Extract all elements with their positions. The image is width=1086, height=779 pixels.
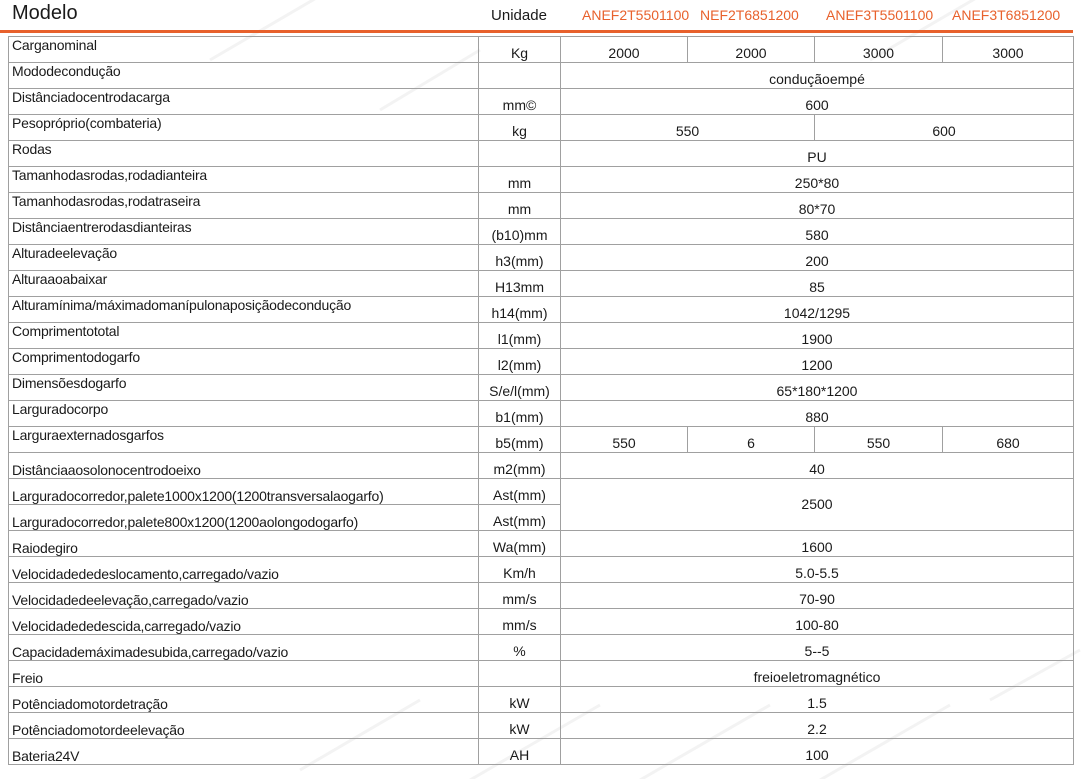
spec-unit — [479, 661, 561, 687]
spec-unit: h14(mm) — [479, 297, 561, 323]
table-row — [9, 739, 1074, 765]
spec-value: PU — [561, 141, 1074, 167]
spec-label: Larguradocorredor,palete1000x1200(1200transversalaogarfo) — [9, 479, 479, 505]
spec-label: Velocidadedeelevação,carregado/vazio — [9, 583, 479, 609]
table-row — [9, 219, 1074, 245]
spec-value: 600 — [561, 89, 1074, 115]
table-row — [9, 323, 1074, 349]
spec-unit: H13mm — [479, 271, 561, 297]
spec-unit: Wa(mm) — [479, 531, 561, 557]
table-row — [9, 557, 1074, 583]
spec-value: 2500 — [561, 479, 1074, 531]
spec-value: 600 — [815, 115, 1074, 141]
table-row — [9, 661, 1074, 687]
spec-label: Larguradocorredor,palete800x1200(1200aolongodogarfo) — [9, 505, 479, 531]
table-row — [9, 141, 1074, 167]
spec-value: 550 — [561, 427, 688, 453]
spec-unit: kW — [479, 713, 561, 739]
spec-value: 70-90 — [561, 583, 1074, 609]
table-row — [9, 63, 1074, 89]
spec-unit: l1(mm) — [479, 323, 561, 349]
spec-unit: mm© — [479, 89, 561, 115]
spec-value: 200 — [561, 245, 1074, 271]
spec-value: 2000 — [688, 37, 815, 63]
spec-value: 880 — [561, 401, 1074, 427]
table-row — [9, 401, 1074, 427]
table-row — [9, 349, 1074, 375]
spec-label: Alturadeelevação — [9, 245, 479, 271]
spec-value: 5.0-5.5 — [561, 557, 1074, 583]
spec-unit: % — [479, 635, 561, 661]
spec-unit: (b10)mm — [479, 219, 561, 245]
spec-label: Freio — [9, 661, 479, 687]
table-row — [9, 37, 1074, 63]
spec-value: 100-80 — [561, 609, 1074, 635]
spec-label: Distânciadocentrodacarga — [9, 89, 479, 115]
product-name: ANEF3T6851200 — [952, 7, 1061, 23]
spec-label: Tamanhodasrodas,rodadianteira — [9, 167, 479, 193]
spec-label: Alturaaoabaixar — [9, 271, 479, 297]
spec-label: Distânciaaosolonocentrodoeixo — [9, 453, 479, 479]
spec-label: Potênciadomotordetração — [9, 687, 479, 713]
spec-label: Bateria24V — [9, 739, 479, 765]
spec-value: 1600 — [561, 531, 1074, 557]
spec-label: Distânciaentrerodasdianteiras — [9, 219, 479, 245]
spec-value: 550 — [815, 427, 943, 453]
spec-unit: h3(mm) — [479, 245, 561, 271]
unit-heading: Unidade — [491, 7, 547, 24]
spec-label: Carganominal — [9, 37, 479, 63]
spec-unit: Ast(mm) — [479, 505, 561, 531]
spec-value: 680 — [943, 427, 1074, 453]
spec-label: Velocidadededescida,carregado/vazio — [9, 609, 479, 635]
spec-unit — [479, 63, 561, 89]
table-row — [9, 479, 1074, 505]
spec-value: 1900 — [561, 323, 1074, 349]
spec-value: 580 — [561, 219, 1074, 245]
spec-table — [8, 36, 1074, 765]
table-row — [9, 89, 1074, 115]
spec-label: Potênciadomotordeelevação — [9, 713, 479, 739]
table-row — [9, 635, 1074, 661]
table-row — [9, 167, 1074, 193]
spec-unit: l2(mm) — [479, 349, 561, 375]
spec-value: 3000 — [943, 37, 1074, 63]
spec-value: 550 — [561, 115, 815, 141]
spec-value: 65*180*1200 — [561, 375, 1074, 401]
table-row — [9, 609, 1074, 635]
spec-value: 1.5 — [561, 687, 1074, 713]
model-heading: Modelo — [12, 2, 78, 24]
table-row — [9, 297, 1074, 323]
spec-unit — [479, 141, 561, 167]
spec-value: 100 — [561, 739, 1074, 765]
spec-unit: Km/h — [479, 557, 561, 583]
spec-unit: S/e/l(mm) — [479, 375, 561, 401]
header-accent-rule — [0, 30, 1073, 33]
spec-header — [0, 0, 1086, 30]
spec-value: 250*80 — [561, 167, 1074, 193]
spec-label: Larguradocorpo — [9, 401, 479, 427]
product-name: ANEF3T5501100 — [826, 7, 934, 23]
spec-value: conduçãoempé — [561, 63, 1074, 89]
spec-unit: mm/s — [479, 609, 561, 635]
spec-unit: mm — [479, 193, 561, 219]
table-row — [9, 271, 1074, 297]
table-row — [9, 375, 1074, 401]
table-row — [9, 531, 1074, 557]
table-row — [9, 115, 1074, 141]
spec-value: 5--5 — [561, 635, 1074, 661]
spec-unit: mm/s — [479, 583, 561, 609]
spec-value: 3000 — [815, 37, 943, 63]
spec-unit: Kg — [479, 37, 561, 63]
spec-label: Velocidadededeslocamento,carregado/vazio — [9, 557, 479, 583]
spec-value: 85 — [561, 271, 1074, 297]
table-row — [9, 453, 1074, 479]
product-name: NEF2T6851200 — [700, 7, 799, 23]
spec-label: Larguraexternadosgarfos — [9, 427, 479, 453]
spec-unit: kW — [479, 687, 561, 713]
spec-label: Comprimentototal — [9, 323, 479, 349]
spec-unit: Ast(mm) — [479, 479, 561, 505]
spec-label: Dimensõesdogarfo — [9, 375, 479, 401]
spec-label: Mododecondução — [9, 63, 479, 89]
spec-unit: AH — [479, 739, 561, 765]
spec-label: Rodas — [9, 141, 479, 167]
spec-label: Tamanhodasrodas,rodatraseira — [9, 193, 479, 219]
table-row — [9, 427, 1074, 453]
spec-label: Pesopróprio(combateria) — [9, 115, 479, 141]
spec-unit: m2(mm) — [479, 453, 561, 479]
spec-label: Capacidademáximadesubida,carregado/vazio — [9, 635, 479, 661]
spec-value: 40 — [561, 453, 1074, 479]
spec-label: Comprimentodogarfo — [9, 349, 479, 375]
spec-unit: mm — [479, 167, 561, 193]
table-row — [9, 583, 1074, 609]
spec-value: 1042/1295 — [561, 297, 1074, 323]
spec-value: 2.2 — [561, 713, 1074, 739]
spec-unit: kg — [479, 115, 561, 141]
spec-value: freioeletromagnético — [561, 661, 1074, 687]
spec-value: 6 — [688, 427, 815, 453]
spec-value: 80*70 — [561, 193, 1074, 219]
spec-value: 1200 — [561, 349, 1074, 375]
spec-value: 2000 — [561, 37, 688, 63]
product-name: ANEF2T5501100 — [582, 7, 690, 23]
spec-label: Raiodegiro — [9, 531, 479, 557]
table-row — [9, 687, 1074, 713]
table-row — [9, 193, 1074, 219]
spec-unit: b5(mm) — [479, 427, 561, 453]
spec-label: Alturamínima/máximadomanípulonaposiçãodecondução — [9, 297, 479, 323]
spec-unit: b1(mm) — [479, 401, 561, 427]
table-row — [9, 245, 1074, 271]
table-row — [9, 713, 1074, 739]
